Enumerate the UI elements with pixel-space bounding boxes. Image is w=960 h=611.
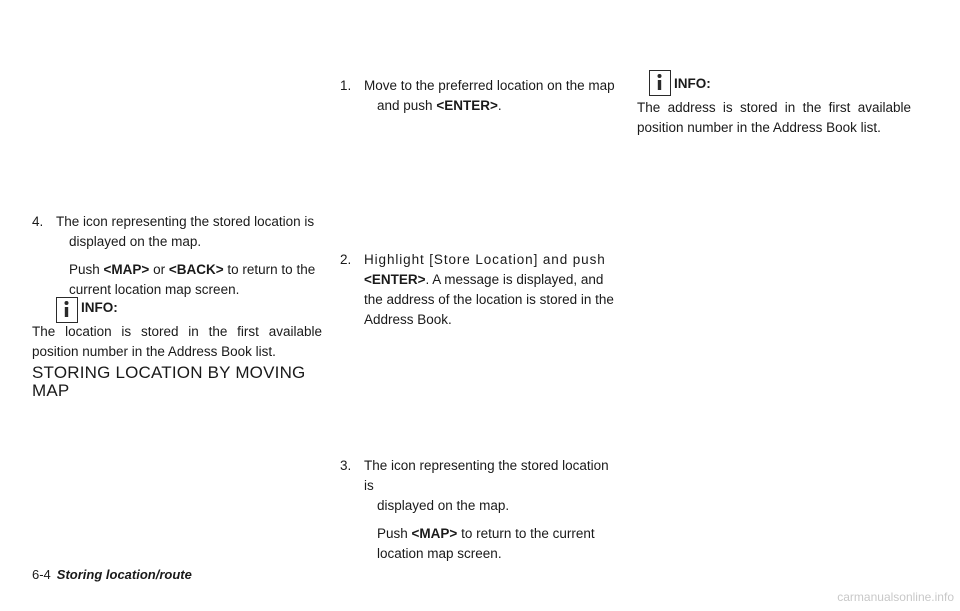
step-text: and push <ENTER>. xyxy=(377,98,502,113)
step-number: 1. xyxy=(340,78,352,93)
section-heading: STORING LOCATION BY MOVING MAP xyxy=(32,363,306,400)
step-text: Address Book. xyxy=(364,312,452,327)
step-text: current location map screen. xyxy=(69,282,240,297)
step-4 xyxy=(32,212,322,300)
step-number: 3. xyxy=(340,458,352,473)
step-text: Move to the preferred location on the map xyxy=(364,78,615,93)
info-title: INFO: xyxy=(674,76,711,91)
step-text: The icon representing the stored location is xyxy=(56,214,315,229)
step-text: displayed on the map. xyxy=(377,498,510,513)
step-3 xyxy=(340,456,616,564)
step-1 xyxy=(340,76,616,116)
info-icon xyxy=(649,70,671,96)
step-text: <ENTER>. A message is displayed, and xyxy=(364,272,604,287)
step-number: 2. xyxy=(340,252,352,267)
section-title: Storing location/route xyxy=(56,567,192,582)
step-instruction: Push <MAP> or <BACK> to return to the xyxy=(69,262,316,277)
step-text: The icon representing the stored location is xyxy=(364,458,609,493)
step-2 xyxy=(340,250,616,330)
enter-key: <ENTER> xyxy=(364,272,426,287)
map-key: <MAP> xyxy=(411,526,458,541)
info-block xyxy=(32,297,322,367)
map-key: <MAP> xyxy=(103,262,150,277)
step-text: the address of the location is stored in the xyxy=(364,292,614,307)
step-text: location map screen. xyxy=(377,546,502,561)
step-number: 4. xyxy=(32,214,44,229)
step-text: displayed on the map. xyxy=(69,234,202,249)
info-title: INFO: xyxy=(81,300,118,315)
info-block xyxy=(637,70,911,140)
page-number: 6-4 xyxy=(32,567,51,582)
back-key: <BACK> xyxy=(168,262,224,277)
page-footer xyxy=(32,565,192,585)
watermark: carmanualsonline.info xyxy=(837,590,954,604)
info-text: The location is stored in the first available position number in the Address Book list. xyxy=(32,324,322,359)
step-text: Highlight [Store Location] and push xyxy=(364,252,606,267)
info-icon xyxy=(56,297,78,323)
step-instruction: Push <MAP> to return to the current xyxy=(377,526,595,541)
enter-key: <ENTER> xyxy=(436,98,498,113)
info-text: The address is stored in the first available position number in the Address Book list. xyxy=(637,100,911,135)
